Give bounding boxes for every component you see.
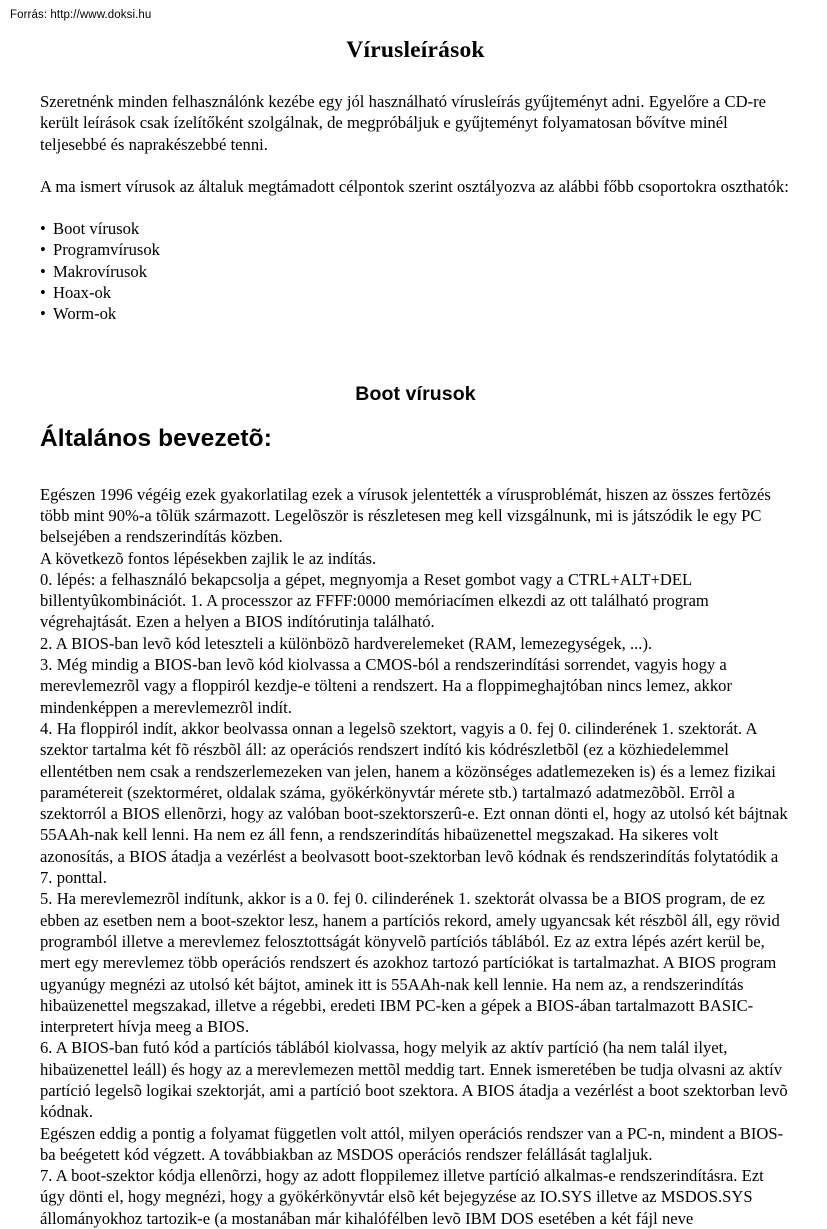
- body-paragraph: 7. A boot-szektor kódja ellenõrzi, hogy az adott floppilemez illetve partíció alkalmas-e rendszerindításra. Ezt úgy dönti el, hogy megnézi, hogy a gyökérkönyvtár elsõ két bejegyzése az IO.SYS illetve az MSDOS.SYS állományokhoz tartozik-e (a mostanában már kihalófélben levõ IBM DOS esetében a két fájl neve: [40, 1166, 764, 1228]
- list-item: • Boot vírusok: [40, 218, 791, 239]
- document-content: [40, 36, 791, 1229]
- list-item: • Worm-ok: [40, 303, 791, 324]
- list-item: • Hoax-ok: [40, 282, 791, 303]
- body-paragraph: A következõ fontos lépésekben zajlik le az indítás.: [40, 548, 377, 568]
- spacer: [40, 325, 791, 382]
- body-paragraph: 3. Még mindig a BIOS-ban levõ kód kiolvassa a CMOS-ból a rendszerindítási sorrendet, vagyis hogy a merevlemezrõl vagy a floppiról kezdje-e tölteni a rendszert. Ha a floppimeghajtóban nincs lemez, akkor mindenképpen a merevlemezrõl indít.: [40, 655, 732, 717]
- section-heading-boot-viruses: Boot vírusok: [355, 382, 476, 405]
- spacer: [40, 406, 791, 424]
- list-item: • Makrovírusok: [40, 261, 791, 282]
- virus-type-list: [40, 218, 791, 324]
- list-item: • Programvírusok: [40, 239, 791, 260]
- source-url-header: Forrás: http://www.doksi.hu: [10, 9, 152, 21]
- intro-paragraph: Szeretnénk minden felhasználónk kezébe egy jól használható vírusleírás gyűjteményt adni. Egyelőre a CD-re került leírások csak ízelítőként szolgálnak, de megpróbáljuk e gyűjteményt folyamatosan bővítve minél teljesebbé és naprakészebbé tenni.: [40, 92, 766, 154]
- spacer: [40, 64, 791, 91]
- body-paragraph: 0. lépés: a felhasználó bekapcsolja a gépet, megnyomja a Reset gombot vagy a CTRL+ALT+DEL billentyûkombinációt. 1. A processzor az FFFF:0000 memóriacímen elkezdi az ott található program végrehajtását. Ezen a helyen a BIOS indítórutinja található.: [40, 569, 709, 632]
- body-paragraph: Egészen 1996 végéig ezek gyakorlatilag ezek a vírusok jelentették a vírusproblémát, hiszen az összes fertõzés több mint 90%-a tõlük származott. Legelõször is részletesen meg kell vizsgálnunk, mi is játszódik le egy PC belsejében a rendszerindítás közben.: [40, 484, 771, 547]
- body-paragraph: Egészen eddig a pontig a folyamat független volt attól, milyen operációs rendszer van a PC-n, mindent a BIOS-ba beégetett kód végzett. A továbbiakban az MSDOS operációs rendszer felállását taglaljuk.: [40, 1123, 784, 1164]
- body-paragraph: 6. A BIOS-ban futó kód a partíciós táblából kiolvassa, hogy melyik az aktív partíció (ha nem talál ilyet, hibaüzenettel leáll) és hogy az a merevlemezen mettõl meddig tart. Ennek ismeretében be tudja olvasni az aktív partíció legelsõ logikai szektorját, ami a partíció boot szektora. A BIOS átadja a vezérlést a boot szektorban levõ kódnak.: [40, 1038, 788, 1122]
- spacer: [40, 197, 791, 218]
- spacer: [40, 155, 791, 176]
- body-paragraph: 5. Ha merevlemezrõl indítunk, akkor is a 0. fej 0. cilinderének 1. szektorát olvassa be a BIOS program, de ez ebben az esetben nem a boot-szektor lesz, hanem a partíciós rekord, amely ugyancsak két részbõl áll, egy rövid programból illetve a merevlemez felosztottságát könyvelõ partíciós táblából. Ez az extra lépés azért kerül be, mert egy merevlemez több operációs rendszert és azokhoz tartozó partíciókat is tartalmazhat. A BIOS program ugyanúgy megnézi az utolsó két bájtot, aminek itt is 55AAh-nak kell lennie. Ha nem az, a rendszerindítás hibaüzenettel megszakad, illetve a régebbi, eredeti IBM PC-ken a gépek a BIOS-ában tartalmazott BASIC-interpretert hívja meeg a BIOS.: [40, 889, 780, 1037]
- body-text-block: [40, 484, 791, 1229]
- subsection-heading-general-intro: Általános bevezetõ:: [40, 424, 272, 452]
- body-paragraph: 4. Ha floppiról indít, akkor beolvassa onnan a legelsõ szektort, vagyis a 0. fej 0. cilinderének 1. szektorát. A szektor tartalma két fõ részbõl áll: az operációs rendszert indító kis kódrészletbõl (ez a közhiedelemmel ellentétben nem csak a rendszerlemezeken van jelen, hanem a közönséges adatlemezeken is) és a lemez fizikai paramétereit (szektorméret, oldalak száma, gyökérkönyvtár mérete stb.) tartalmazó adatmezõbõl. Errõl a szektorról a BIOS ellenõrzi, hogy az valóban boot-szektorszerû-e. Ezt onnan dönti el, hogy az utolsó két bájtnak 55AAh-nak kell lenni. Ha nem ez áll fenn, a rendszerindítás hibaüzenettel megszakad. Ha sikeres volt azonosítás, a BIOS átadja a vezérlést a beolvasott boot-szektorban levõ kódnak és rendszerindítás folytatódik a 7. ponttal.: [40, 718, 788, 888]
- spacer: [40, 453, 791, 484]
- classification-paragraph: A ma ismert vírusok az általuk megtámadott célpontok szerint osztályozva az alábbi főbb csoportokra oszthatók:: [40, 176, 789, 196]
- page-title: Vírusleírások: [346, 37, 485, 63]
- body-paragraph: 2. A BIOS-ban levõ kód leteszteli a különbözõ hardverelemeket (RAM, lemezegységek, ...).: [40, 633, 653, 653]
